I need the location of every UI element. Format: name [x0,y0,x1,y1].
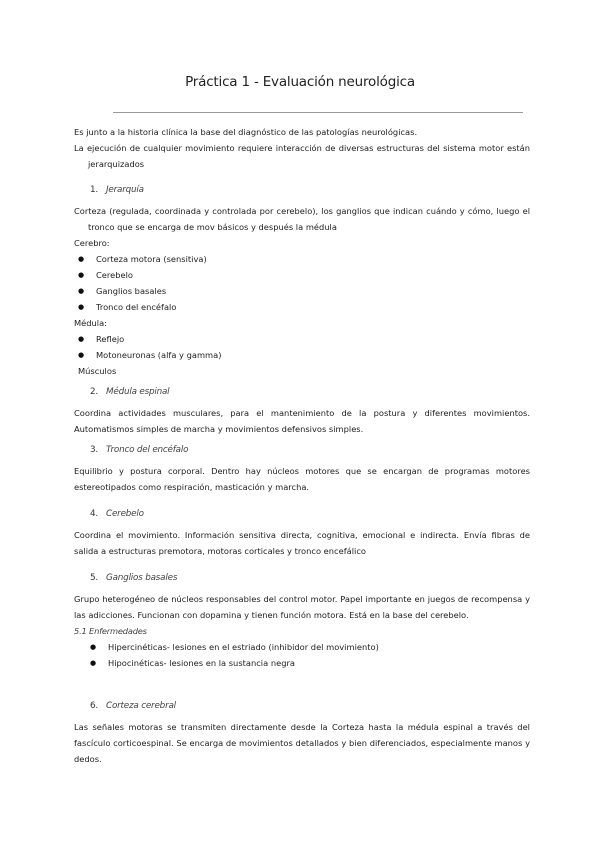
section-text: Grupo heterogéneo de núcleos responsables del control motor. Papel importante en juegos de recompensa y las adicciones. Funcionan con dopamina y tienen función motora. Está en la base del cerebelo. [74,594,530,620]
section-title: Corteza cerebral [106,701,176,711]
section-heading [74,384,530,400]
section-heading [74,182,530,198]
section-title: Tronco del encéfalo [106,445,189,455]
section-number: 2. [90,387,98,397]
section-text: Corteza (regulada, coordinada y controlada por cerebelo), los ganglios que indican cuándo y cómo, luego el tronco que se encarga de mov básicos y después la médula [74,206,530,232]
section-title: Ganglios basales [106,573,178,583]
list-item: ● Reflejo [74,331,530,347]
medula-label: Médula: [74,318,107,328]
intro-line-2: La ejecución de cualquier movimiento requiere interacción de diversas estructuras del sistema motor están jerarquizados [74,143,530,169]
medula-list [74,331,530,363]
musculos-label: Músculos [78,366,117,376]
section-medula-espinal [74,384,530,437]
document-title: Práctica 1 - Evaluación neurológica [185,74,415,90]
intro [74,124,530,172]
list-item: ● Ganglios basales [74,283,530,299]
section-text: Las señales motoras se transmiten directamente desde la Corteza hasta la médula espinal a través del fascículo corticoespinal. Se encarga de movimientos detallados y bien diferenciados, especialmente manos y dedos. [74,722,530,764]
section-text: Coordina el movimiento. Información sensitiva directa, cognitiva, emocional e indirecta. Envía fibras de salida a estructuras premotora, motoras corticales y tronco encefálico [74,530,530,556]
section-title: Cerebelo [106,509,144,519]
list-item: ● Cerebelo [74,267,530,283]
list-item: ● Corteza motora (sensitiva) [74,251,530,267]
section-number: 4. [90,509,98,519]
section-cerebelo [74,506,530,559]
section-heading [74,698,530,714]
intro-line-1: Es junto a la historia clínica la base del diagnóstico de las patologías neurológicas. [74,127,418,137]
section-number: 3. [90,445,98,455]
list-item: ● Hipercinéticas- lesiones en el estriado (inhibidor del movimiento) [86,639,530,655]
section-number: 1. [90,185,98,195]
section-number: 6. [90,701,98,711]
section-heading [74,442,530,458]
section-title: Jerarquía [106,185,144,195]
cerebro-label: Cerebro: [74,238,110,248]
subsection-heading: 5.1 Enfermedades [74,626,147,636]
list-item: ● Hipocinéticas- lesiones en la sustancia negra [86,655,530,671]
section-text: Coordina actividades musculares, para el mantenimiento de la postura y diferentes movimientos. Automatismos simples de marcha y movimientos defensivos simples. [74,408,530,434]
section-ganglios [74,570,530,671]
section-text: Equilibrio y postura corporal. Dentro hay núcleos motores que se encargan de programas motores estereotipados como respiración, masticación y marcha. [74,466,530,492]
section-corteza [74,698,530,767]
section-title: Médula espinal [106,387,170,397]
title-divider [113,112,523,113]
list-item: ● Motoneuronas (alfa y gamma) [74,347,530,363]
section-jerarquia [74,182,530,379]
enfermedades-list [86,639,530,671]
section-number: 5. [90,573,98,583]
section-heading [74,570,530,586]
list-item: ● Tronco del encéfalo [74,299,530,315]
section-tronco [74,442,530,495]
section-heading [74,506,530,522]
cerebro-list [74,251,530,315]
